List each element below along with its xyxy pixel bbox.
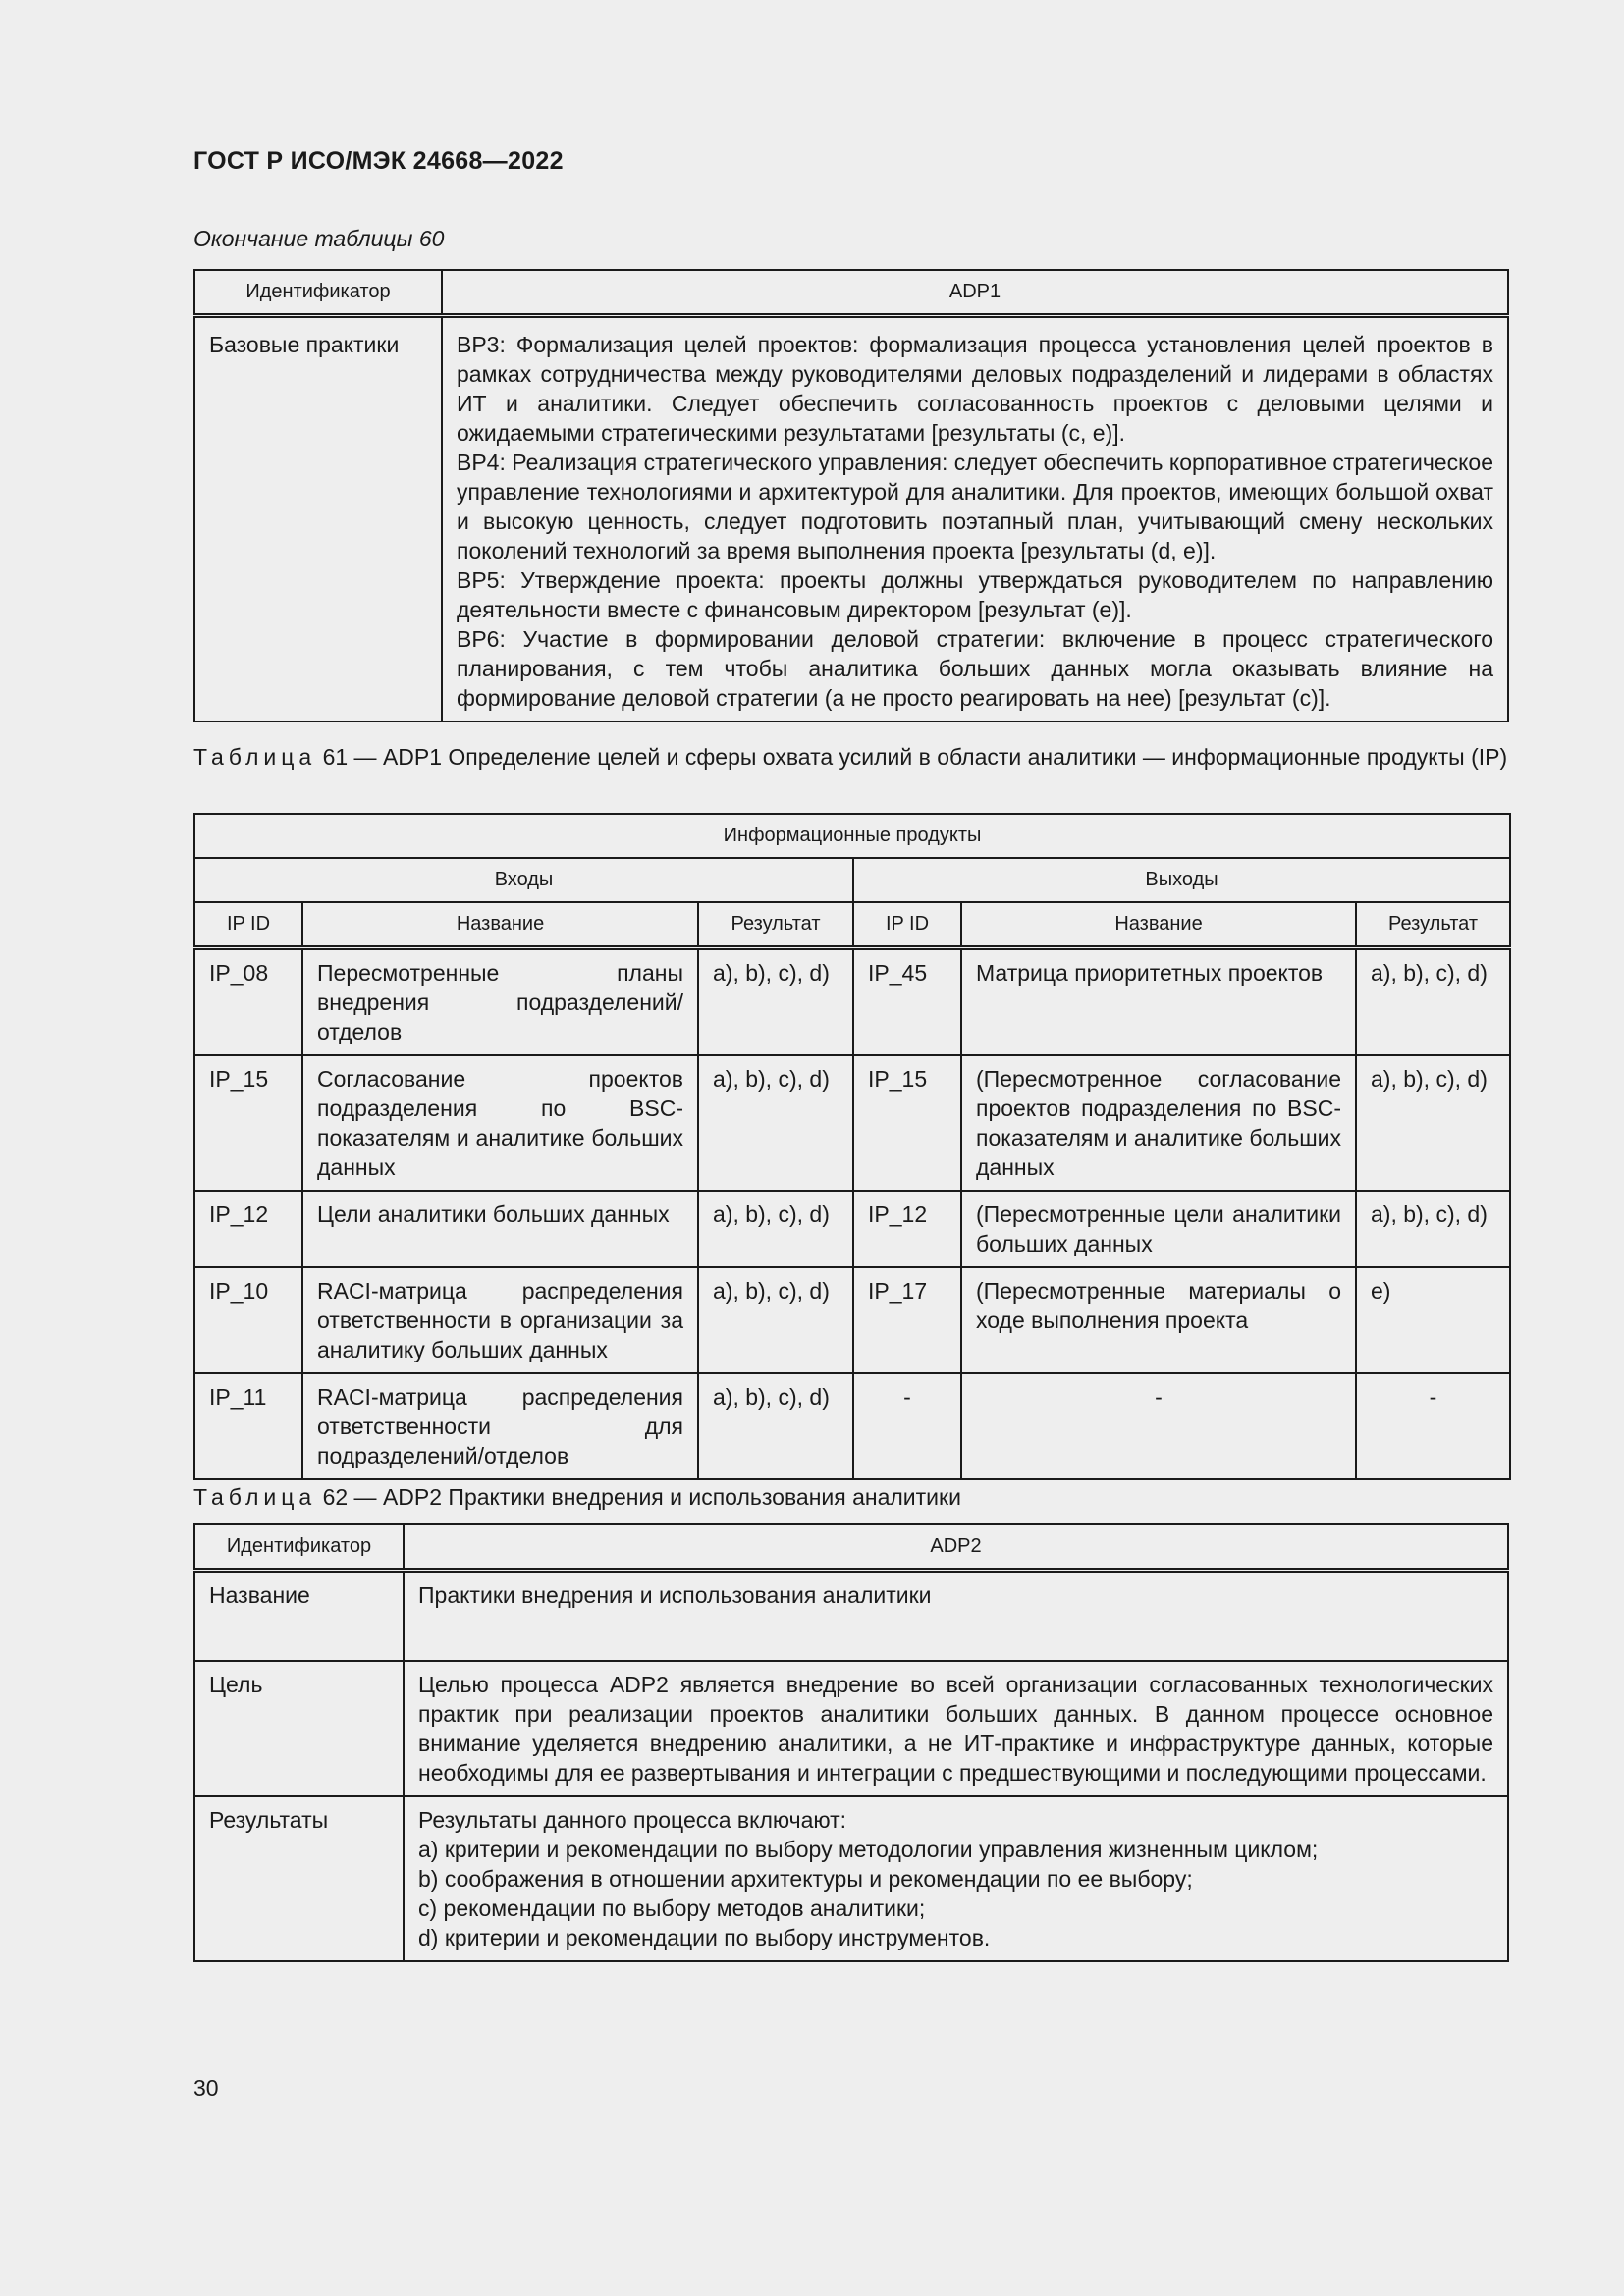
table-60: [193, 269, 1509, 722]
input-result: a), b), c), d): [698, 948, 853, 1056]
table-62-caption-text: 62 — ADP2 Практики внедрения и использования аналитики: [316, 1484, 961, 1510]
table-60-header-process: ADP1: [442, 270, 1508, 316]
output-ip-id: IP_15: [853, 1055, 961, 1191]
output-name: Матрица приоритетных проектов: [961, 948, 1356, 1056]
result-item-c: c) рекомендации по выбору методов аналитики;: [418, 1895, 926, 1921]
table-60-caption: Окончание таблицы 60: [193, 226, 445, 251]
result-item-d: d) критерии и рекомендации по выбору инструментов.: [418, 1924, 991, 1950]
table-61-caption-text: 61 — ADP1 Определение целей и сферы охвата усилий в области аналитики — информационные продукты (IP): [316, 744, 1508, 770]
practice-bp4: BP4: Реализация стратегического управления: следует обеспечить корпоративное стратегическое управление технологиями и архитектурой для аналитики. Для проектов, имеющих большой охват и высокую ценность, следует подготовить поэтапный план, учитывающий смену нескольких поколений технологий за время выполнения проекта [результаты (d, e)].: [457, 450, 1493, 563]
output-name: (Пересмотренные цели аналитики больших данных: [961, 1191, 1356, 1267]
output-result: -: [1356, 1373, 1510, 1479]
table-61: [193, 813, 1511, 1480]
table-61-caption: [193, 742, 1509, 772]
results-label: Результаты: [194, 1796, 404, 1961]
column-header: Результат: [698, 902, 853, 948]
table-row: [194, 1267, 1510, 1373]
name-value: Практики внедрения и использования аналитики: [404, 1571, 1508, 1661]
output-name: (Пересмотренное согласование проектов подразделения по BSC-показателям и аналитике больших данных: [961, 1055, 1356, 1191]
output-result: a), b), c), d): [1356, 948, 1510, 1056]
input-result: a), b), c), d): [698, 1191, 853, 1267]
table-61-outputs-header: Выходы: [853, 858, 1510, 902]
input-result: a), b), c), d): [698, 1267, 853, 1373]
table-62: [193, 1523, 1509, 1962]
output-name: -: [961, 1373, 1356, 1479]
column-header: IP ID: [194, 902, 302, 948]
input-name: Пересмотренные планы внедрения подразделений/отделов: [302, 948, 698, 1056]
practice-bp6: BP6: Участие в формировании деловой стратегии: включение в процесс стратегического планирования, с тем чтобы аналитика больших данных могла оказывать влияние на формирование деловой стратегии (а не просто реагировать на нее) [результат (c)].: [457, 626, 1493, 711]
output-ip-id: -: [853, 1373, 961, 1479]
goal-value: Целью процесса ADP2 является внедрение во всей организации согласованных технологических практик при реализации проектов аналитики больших данных. В данном процессе основное внимание уделяется внедрению аналитики, а не ИТ-практике и инфраструктуре данных, которые необходимы для ее развертывания и интеграции с предшествующими и последующими процессами.: [404, 1661, 1508, 1796]
result-item-b: b) соображения в отношении архитектуры и рекомендации по ее выбору;: [418, 1865, 1193, 1892]
column-header: Название: [302, 902, 698, 948]
table-row: [194, 1191, 1510, 1267]
input-ip-id: IP_10: [194, 1267, 302, 1373]
result-item-a: a) критерии и рекомендации по выбору методологии управления жизненным циклом;: [418, 1836, 1319, 1862]
output-ip-id: IP_12: [853, 1191, 961, 1267]
input-ip-id: IP_11: [194, 1373, 302, 1479]
input-name: Цели аналитики больших данных: [302, 1191, 698, 1267]
input-name: RACI-матрица распределения ответственности в организации за аналитику больших данных: [302, 1267, 698, 1373]
column-header: Результат: [1356, 902, 1510, 948]
output-result: a), b), c), d): [1356, 1191, 1510, 1267]
input-result: a), b), c), d): [698, 1373, 853, 1479]
table-62-caption: [193, 1482, 1509, 1512]
table-row: [194, 948, 1510, 1056]
column-header: IP ID: [853, 902, 961, 948]
output-ip-id: IP_17: [853, 1267, 961, 1373]
output-result: a), b), c), d): [1356, 1055, 1510, 1191]
document-header: ГОСТ Р ИСО/МЭК 24668—2022: [193, 147, 564, 175]
results-intro: Результаты данного процесса включают:: [418, 1806, 847, 1833]
practice-bp3: BP3: Формализация целей проектов: формализация процесса установления целей проектов в рамках сотрудничества между руководителями деловых подразделений и лидерами в областях ИТ и аналитики. Следует обеспечить согласованность проектов с деловыми целями и ожидаемыми стратегическими результатами [результаты (c, e)].: [457, 332, 1493, 446]
table-61-inputs-header: Входы: [194, 858, 853, 902]
table-row: [194, 1373, 1510, 1479]
input-name: RACI-матрица распределения ответственности для подразделений/отделов: [302, 1373, 698, 1479]
table-row: [194, 1055, 1510, 1191]
table-60-practices-cell: [442, 316, 1508, 722]
column-header: Название: [961, 902, 1356, 948]
page-number: 30: [193, 2075, 219, 2101]
table-61-caption-prefix: Таблица: [193, 744, 317, 770]
input-ip-id: IP_08: [194, 948, 302, 1056]
table-60-header-identifier: Идентификатор: [194, 270, 442, 316]
practice-bp5: BP5: Утверждение проекта: проекты должны утверждаться руководителем по направлению деятельности вместе с финансовым директором [результат (e)].: [457, 567, 1493, 622]
input-ip-id: IP_15: [194, 1055, 302, 1191]
table-62-header-identifier: Идентификатор: [194, 1524, 404, 1571]
input-name: Согласование проектов подразделения по BSC-показателям и аналитике больших данных: [302, 1055, 698, 1191]
goal-label: Цель: [194, 1661, 404, 1796]
name-label: Название: [194, 1571, 404, 1661]
results-value: [404, 1796, 1508, 1961]
table-61-title: Информационные продукты: [194, 814, 1510, 858]
input-ip-id: IP_12: [194, 1191, 302, 1267]
output-result: e): [1356, 1267, 1510, 1373]
table-60-row-label: Базовые практики: [194, 316, 442, 722]
table-62-caption-prefix: Таблица: [193, 1484, 317, 1510]
table-62-header-process: ADP2: [404, 1524, 1508, 1571]
input-result: a), b), c), d): [698, 1055, 853, 1191]
output-ip-id: IP_45: [853, 948, 961, 1056]
output-name: (Пересмотренные материалы о ходе выполнения проекта: [961, 1267, 1356, 1373]
